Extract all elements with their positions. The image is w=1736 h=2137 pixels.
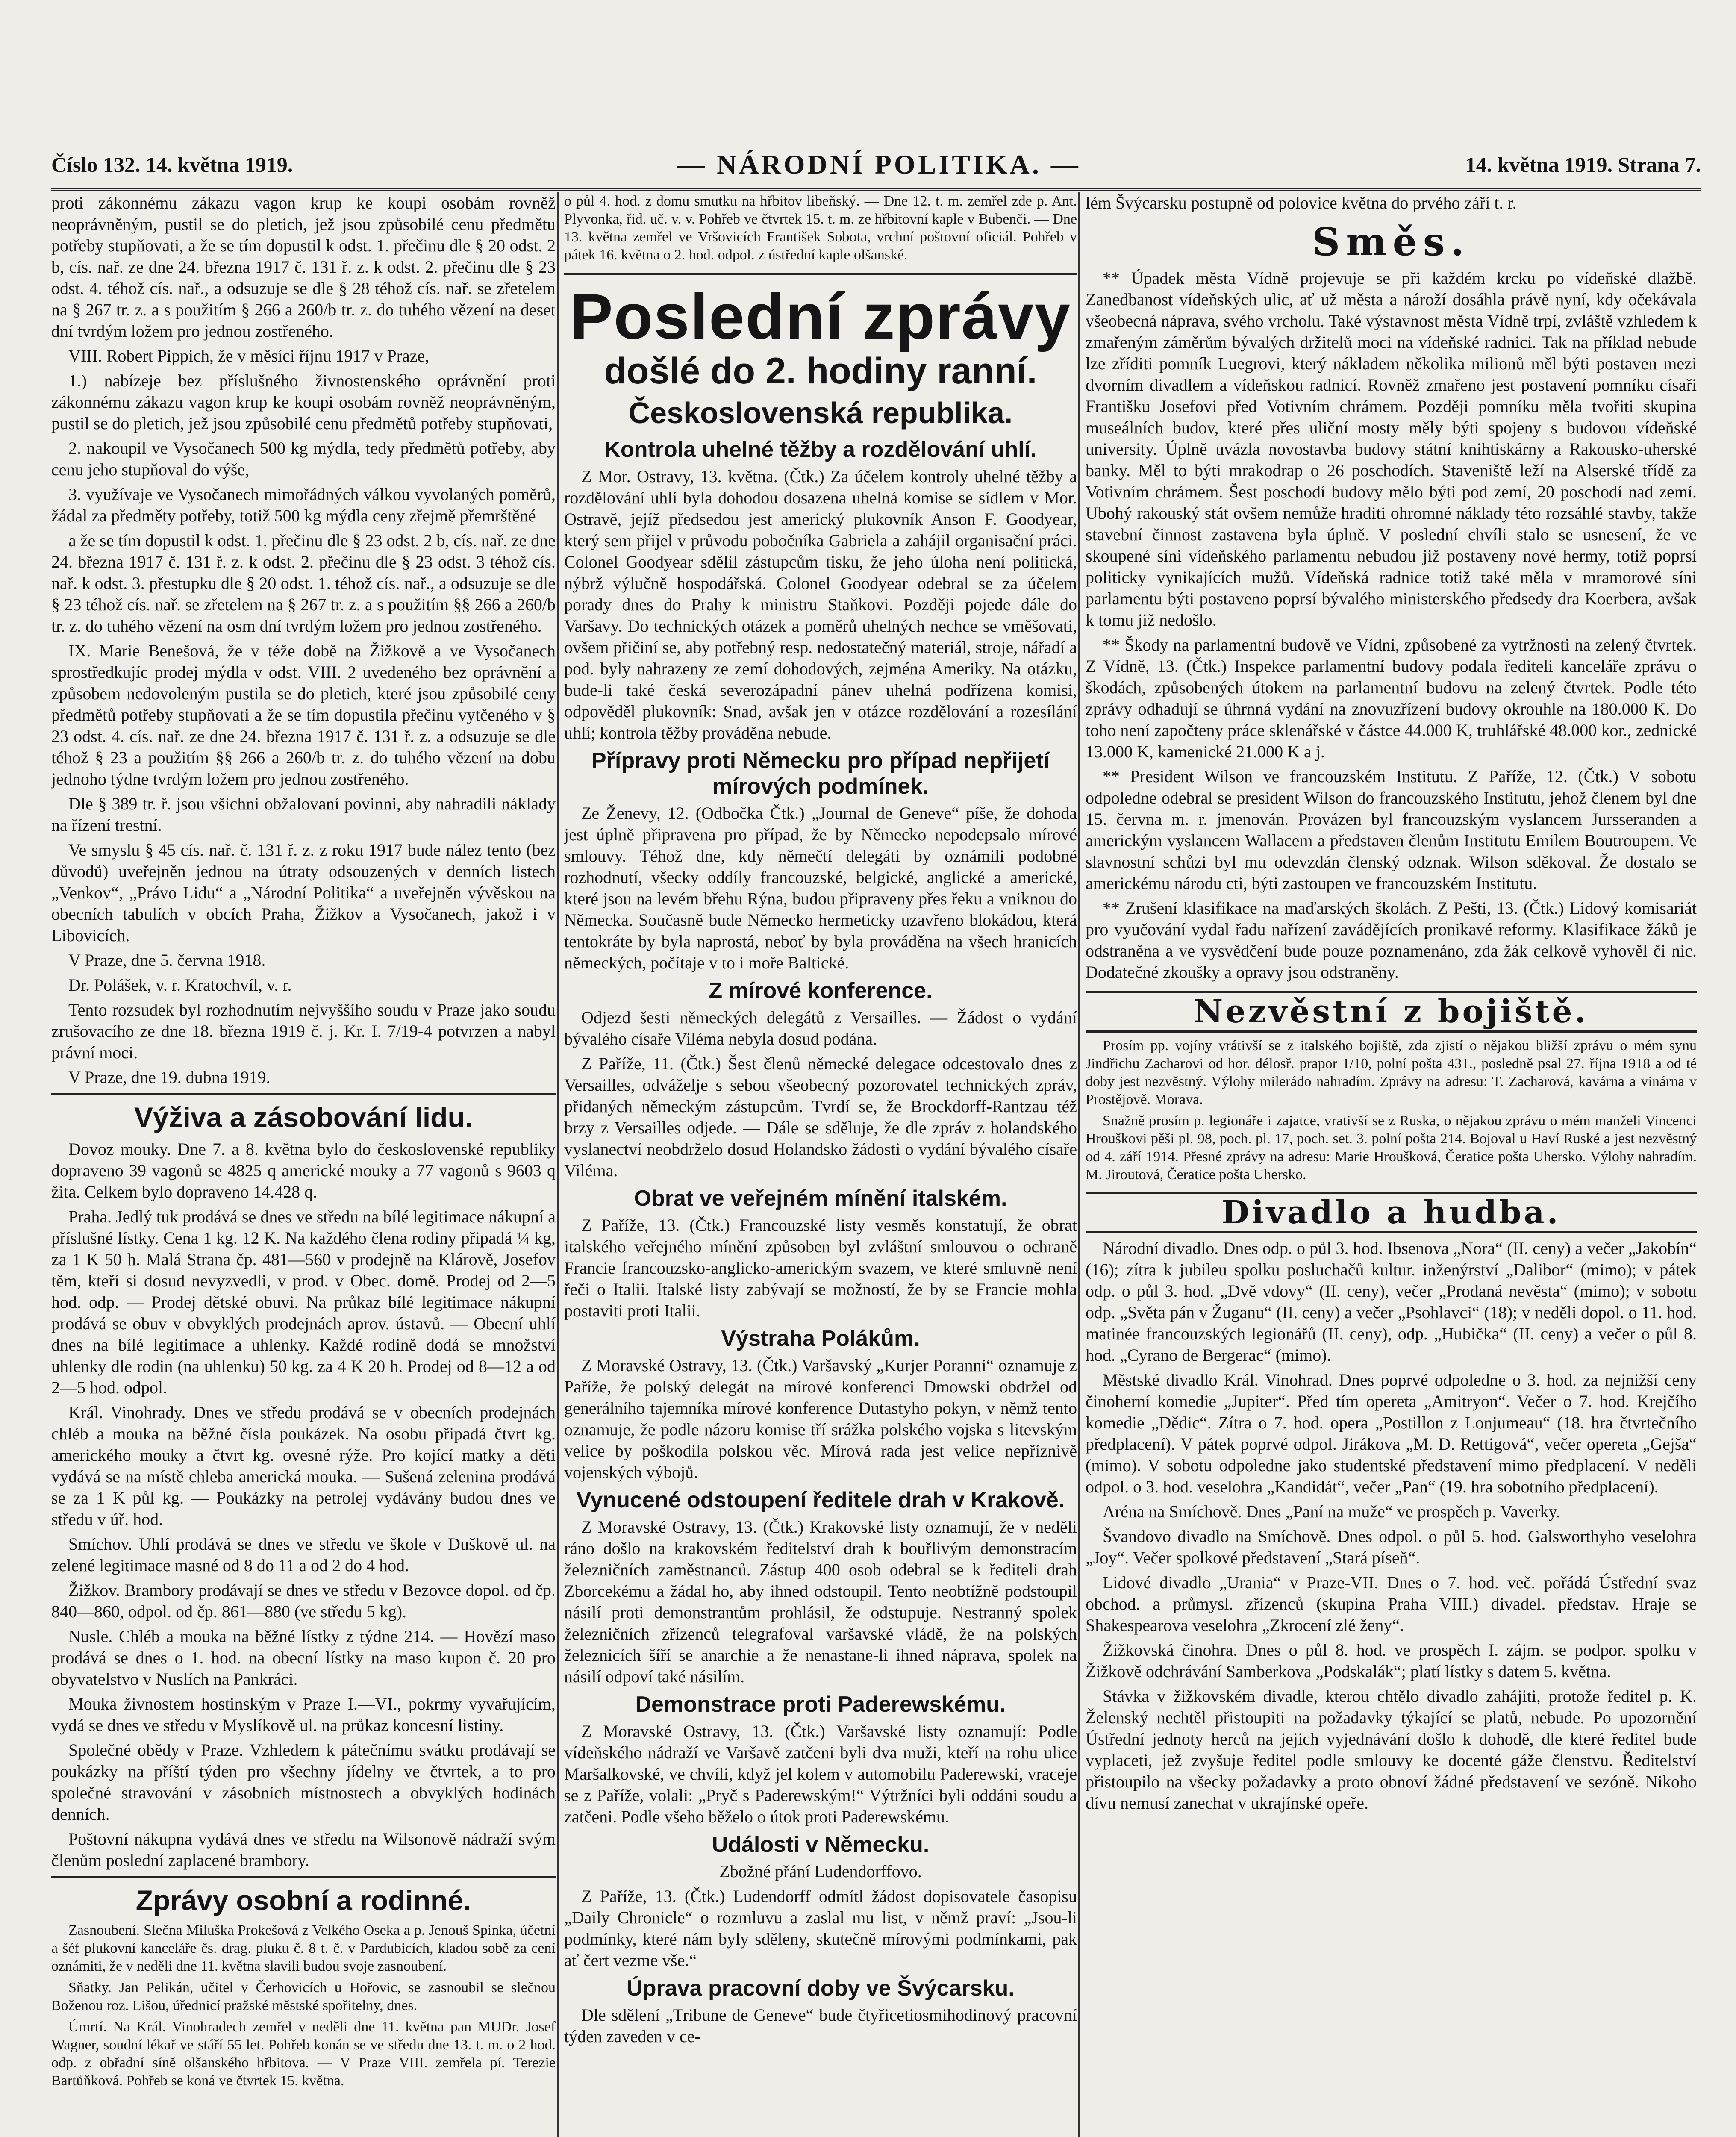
separator [51, 1876, 556, 1878]
headline-uprava: Úprava pracovní doby ve Švýcarsku. [627, 1976, 1015, 2001]
column-rule [557, 192, 559, 2137]
article-paragraph: Švandovo divadlo na Smíchově. Dnes odpol. o půl 5. hod. Galsworthyho veselohra „Joy“. Večer spolkové představení „Stará píseň“. [1086, 1527, 1697, 1567]
headline-kontrola: Kontrola uhelné těžby a rozdělování uhlí. [604, 437, 1037, 462]
article-paragraph: Dle sdělení „Tribune de Geneve“ bude čtyřicetiosmihodinový pracovní týden zaveden v ce- [564, 2005, 1077, 2046]
article-paragraph: Z Paříže, 11. (Čtk.) Šest členů německé delegace odcestovalo dnes z Versailles, odváželje s sebou všeobecný pozorovatel technických zpráv, přidaných německým zástupcům. Tvrdí se, že Brockdorff-Rantzau též brzy z Versailles odjede. — Dále se sděluje, že dle zpráv z holandského vyslanectví neobdrželo dosud Holandsko žádosti o vydání bývalého císaře Viléma. [564, 1054, 1077, 1180]
article-paragraph: Ve smyslu § 45 cís. nař. č. 131 ř. z. z roku 1917 bude nález tento (bez důvodů) uveřejněn jednou na útraty odsouzených v denních listech „Venkov“, „Právo Lidu“ a „Národní Politika“ a uveřejněn vývěskou na obecních tabulích v obcích Praha, Žižkov a Vysočanech, jakož i v Libovicích. [51, 840, 556, 945]
article-paragraph: ** Úpadek města Vídně projevuje se při každém krcku po vídeňské dlažbě. Zanedbanost vídeňských ulic, ať už města a nároží dosáhla právě nyní, kdy očekávala všeobecná náprava, svého vrcholu. Také výstavnost města Vídně trpí, zvláště vzhledem k zmařeným záměrům bývalých držitelů moci na vídeňské radnici. Tak na příklad nebude lze zříditi pomník Luegrovi, který nákladem několika milionů měl býti postaven mezi dvorním divadlem a vídeňskou radnicí. Rovněž zmařeno jest postavení pomníku císaři Františku Josefovi před Votivním chrámem. Později pomníku měla tvořiti skupina museálních budov, které přes uliční mosty měly býti spojeny s budovou vídeňské university. Úplně uvázla novostavba budovy státní knihtiskárny a Rakousko-uherské banky. Měl to býti mrakodrap o 26 poschodích. Staveniště leží na Alserské třídě za Votivním chrámem. Šest poschodí budovy mělo býti pod zemí, 20 poschodí nad zemí. Ubohý rakouský stát ovšem nemůže hraditi ohromné náklady této rozsáhlé stavby, takže stavební činnost zastavena byla úplně. V poslední chvíli stalo se usnesení, že ve skoupené síni vídeňského parlamentu nebudou již postaveny nové hermy, totiž poprsí politicky vynikajících mužů. Vídeňská radnice totiž také měla v mramorové síni parlamentu býti postaveno poprsí bývalého ministerského předsedy dra Koerbera, avšak k tomu již nedošlo. [1086, 268, 1697, 630]
article-paragraph: Z Paříže, 13. (Čtk.) Francouzské listy vesměs konstatují, že obrat italského veřejného mínění způsoben byl zvláštní smlouvou o ochraně Francie francouzsko-anglicko-americkým svazem, ve které smluvně není řeči o Italii. Italské listy zabývají se možností, že by se Francie mohla postaviti proti Italii. [564, 1216, 1077, 1320]
article-paragraph: 1.) nabízeje bez příslušného živnostenského oprávnění proti zákonnému zákazu vagon krup ke koupi osobám rovněž neoprávněným, pustil se do pletich, jež jsou způsobilé cenu předmětů potřeby stupňovati, [51, 371, 556, 433]
article-paragraph: Mouka živnostem hostinským v Praze I.—VI., pokrmy vyvařujícím, vydá se dnes ve středu v Myslíkově ul. na průkaz koncesní listiny. [51, 1694, 556, 1735]
section-title: Československá republika. [628, 396, 1013, 430]
headline-udalosti: Události v Německu. [712, 1832, 930, 1857]
article-paragraph: Snažně prosím p. legionáře i zajatce, vrativší se z Ruska, o nějakou zprávu o mém manželi Vincenci Hrouškovi pěši pl. 98, poch. pl. 17, poch. set. 3. polní pošta 214. Bojoval u Haví Ruské a jest nezvěstný od 4. září 1914. Přesné zprávy na adresu: Marie Hroušková, Čeratice pošta Uhersko. Výlohy nahradím. M. Jiroutová, Čeratice pošta Uhersko. [1086, 1113, 1697, 1183]
article-paragraph: IX. Marie Benešová, že v téže době na Žižkově a ve Vysočanech sprostředkujíc prodej mýdla v odst. VIII. 2 uvedeného bez oprávnění a způsobem nedovoleným pustila se do pletich, které jsou způsobilé ceny předmětů potřeby stupňovati a že se tím dopustila přečinu vytčeného v § 23 odst. 4. cís. nař. ze dne 24. března 1917 č. 131 ř. z. a odsuzuje se dle téhož § 23 a použitím §§ 266 a 260/b tr. z. do tuhého vězení na dobu jednoho týdne tvrdým ložem pro jednou zostřeného. [51, 641, 556, 789]
article-paragraph: Smíchov. Uhlí prodává se dnes ve středu ve škole v Duškově ul. na zelené legitimace masné od 8 do 11 a od 2 do 4 hod. [51, 1534, 556, 1575]
article-paragraph: Ze Ženevy, 12. (Odbočka Čtk.) „Journal de Geneve“ píše, že dohoda jest úplně připravena pro případ, že by Německo nepodepsalo mírové smlouvy. Téhož dne, kdy němečtí delegáti by oznámili podobné rozhodnutí, všecky oddíly francouzské, belgické, anglické a americké, které jsou na levém břehu Rýna, budou připraveny přes řeku a vniknou do Německa. Současně bude Německo hermeticky uzavřeno blokádou, která tentokráte by byla naprostá, neboť by byla prováděna na všech hranicích německých, počítaje v to i moře Baltické. [564, 804, 1077, 972]
latest-news-banner [564, 273, 1077, 430]
article-paragraph: Žižkov. Brambory prodávají se dnes ve středu v Bezovce dopol. od čp. 840—860, odpol. od čp. 861—880 (ve středu 5 kg). [51, 1581, 556, 1621]
column-1 [51, 192, 556, 2137]
banner-subtitle: došlé do 2. hodiny ranní. [604, 350, 1037, 391]
article-paragraph: Městské divadlo Král. Vinohrad. Dnes poprvé odpoledne o 3. hod. za nejnižší ceny činoherní komedie „Jupiter“. Před tím opereta „Amitryon“. Večer o 7. hod. Krejčího komedie „Dědic“. Zítra o 7. hod. opera „Postillon z Lonjumeau“ (18. hra čtvrtečního předplacení). V pátek poprvé odpol. Jirákova „M. D. Rettigová“, večer opereta „Gejša“ (mimo). V sobotu odpoledne jako studentské představení mimo předplacení. V neděli odpol. o 3. hod. veselohra „Kandidát“, večer „Pan“ (19. hra sobotního předplacení). [1086, 1370, 1697, 1496]
column-2 [564, 192, 1077, 2137]
article-paragraph: Poštovní nákupna vydává dnes ve středu na Wilsonově nádraží svým členům poslední zaplacené brambory. [51, 1829, 556, 1870]
page-header [51, 141, 1701, 191]
article-paragraph: a že se tím dopustil k odst. 1. přečinu dle § 23 odst. 2 b, cís. nař. ze dne 24. března 1917 č. 131 ř. z. k odst. 2. přečinu dle § 23 odst. 3 téhož cís. nař. k odst. 3. přestupku dle § 20 odst. 1. téhož cís. nař., a odsuzuje se dle § 23 téhož cís. nař. se zřetelem na § 267 tr. z. a s použitím §§ 266 a 260/b tr. z. do tuhého vězení na osm dní tvrdým ložem pro jednou zostřeného. [51, 531, 556, 636]
article-paragraph: Žižkovská činohra. Dnes o půl 8. hod. ve prospěch I. zájm. se podpor. spolku v Žižkově odchrávání Samberkova „Podskalák“; platí lístky s datem 5. května. [1086, 1640, 1697, 1681]
article-paragraph: Společné obědy v Praze. Vzhledem k pátečnímu svátku prodávají se poukázky na příští týden pro všechny jídelny ve čtvrtek, a to pro společné stravování v zásobních místnostech a obvyklých hodinách denních. [51, 1740, 556, 1824]
article-paragraph: Dovoz mouky. Dne 7. a 8. května bylo do československé republiky dopraveno 39 vagonů se 4825 q americké mouky a 77 vagonů s 9603 q žita. Celkem bylo dopraveno 14.428 q. [51, 1139, 556, 1201]
header-issue: Číslo 132. 14. května 1919. [51, 153, 293, 177]
section-divadlo: Divadlo a hudba. [1086, 1192, 1697, 1233]
article-paragraph: 2. nakoupil ve Vysočanech 500 kg mýdla, tedy předmětů potřeby, aby cenu jeho stupňoval do výše, [51, 439, 556, 479]
section-smes: Směs. [1312, 219, 1470, 265]
article-paragraph: Prosím pp. vojíny vrátivší se z italského bojiště, zda zjistí o nějakou bližší zprávu o mém synu Jindřichu Zacharovi od hor. délosř. prapor 1/10, polní pošta 431., posledně psal 27. října 1918 a od té doby jest nezvěstný. Výlohy milerádo nahradím. Zprávy na adresu: T. Zacharová, kavárna a vinárna v Prostějově. Morava. [1086, 1038, 1697, 1107]
article-paragraph: Lidové divadlo „Urania“ v Praze-VII. Dnes o 7. hod. več. pořádá Ústřední svaz obchod. a průmysl. zřízenců (skupina Praha VIII.) divadel. představ. Hraje se Shakespearova veselohra „Zkrocení zlé ženy“. [1086, 1573, 1697, 1635]
headline-vystraha: Výstraha Polákům. [721, 1326, 920, 1351]
article-paragraph: Tento rozsudek byl rozhodnutím nejvyššího soudu v Praze jako soudu zrušovacího ze dne 18. března 1919 č. j. Kr. I. 7/19-4 potvrzen a nabyl právní moci. [51, 1000, 556, 1062]
article-paragraph: ** President Wilson ve francouzském Institutu. Z Paříže, 12. (Čtk.) V sobotu odpoledne odebral se president Wilson do francouzského Institutu, jehož členem byl dne 15. června m. r. jmenován. Provázen byl francouzským vyslancem Jursseranden a americkým vyslancem Wallacem a představen členům Institutu Emilem Boutroupem. Ve slavnostní schůzi byl mu odevzdán členský odznak. Wilson sděkoval. Že dostalo se americkému národu cti, býti zastoupen ve francouzském Institutu. [1086, 767, 1697, 893]
article-paragraph: Praha. Jedlý tuk prodává se dnes ve středu na bílé legitimace nákupní a příslušné lístky. Cena 1 kg. 12 K. Na každého člena rodiny připadá ¼ kg, za 1 K 50 h. Malá Strana čp. 481—560 v prodejně na Klárově, Josefov těm, kteří si dosud nevyzvedli, v prod. v Obec. domě. Prodej od 2—5 hod. odp. — Prodej dětské obuvi. Na průkaz bílé legitimace nákupní prodává se obuv v obvyklých prodejnách aprov. ústavů. — Obecní uhlí dnes na bílé legitimace a uhlenky. Každé rodině dodá se množství uhlenky dle rodin (na uhlenku) 50 kg. za 4 K 20 h. Prodej od 8—12 a od 2—5 hod. odpol. [51, 1207, 556, 1397]
article-paragraph: Zasnoubení. Slečna Miluška Prokešová z Velkého Oseka a p. Jenouš Spinka, účetní a šéf plukovní kanceláře čs. drag. pluku č. 8 t. č. v Pardubicích, kladou sobě za cení oznámiti, že v neděli dne 11. května slavili budou svoje zasnoubení. [51, 1922, 556, 1974]
article-paragraph: Nusle. Chléb a mouka na běžné lístky z týdne 214. — Hovězí maso prodává se dnes o 1. hod. na obecní lístky na maso kupon č. 20 pro obyvatelstvo v Nuslích na Pankráci. [51, 1627, 556, 1689]
headline-pripravy: Přípravy proti Německu pro případ nepřijetí mírových podmínek. [591, 748, 1050, 799]
article-paragraph: Z Moravské Ostravy, 13. (Čtk.) Krakovské listy oznamují, že v neděli ráno došlo na krakovském ředitelství drah k bouřlivým demonstracím železničních zaměstnanců. Zástup 400 osob odebral se k řediteli drah Zborcekému a žádal ho, aby ihned odstoupil. Tento neobtížně podstoupil násilí proti demonstrantům prohlásil, že odstupuje. Nestranný spolek železničních zřízenců telegrafoval varšavské vládě, že na polských železnicích šíří se anarchie a že nenastane-li ihned náprava, spolek na násilí odpoví také násilím. [564, 1517, 1077, 1686]
headline-vyziva: Výživa a zásobování lidu. [134, 1101, 473, 1133]
headline-mirove-konference: Z mírové konference. [709, 978, 933, 1003]
article-paragraph: Odjezd šesti německých delegátů z Versailles. — Žádost o vydání bývalého císaře Viléma nebyla dosud podána. [564, 1008, 1077, 1048]
article-paragraph: Král. Vinohrady. Dnes ve středu prodává se v obecních prodejnách chléb a mouka na běžné čísla poukázek. Na osobu připadá čtvrt kg. amerického mouky a čtvrt kg. ovesné rýže. Pro kojící matky a děti vydává se na místě chleba americká mouka. — Sušená zelenina prodává se za 1 K půl kg. — Poukázky na petrolej vydávány budou dnes ve středu v úř. hod. [51, 1403, 556, 1529]
separator [51, 1093, 556, 1095]
article-paragraph: Z Mor. Ostravy, 13. května. (Čtk.) Za účelem kontroly uhelné těžby a rozdělování uhlí byla dohodou dosazena uhelná komise se sídlem v Mor. Ostravě, jejíž předsedou jest americký plukovník Anson F. Goodyear, který sem přijel v průvodu pobočníka Gabriela a zahájil organisační práci. Colonel Goodyear sdělil zástupcům tisku, že jeho úloha není politická, nýbrž výlučně hospodářská. Colonel Goodyear odebral se za účelem porady dnes do Prahy k ministru Staňkovi. Později pojede dále do Varšavy. Do technických otázek a poměrů uhelných nechce se vměšovati, ovšem přičiní se, aby potřebný resp. nedostatečný materiál, stroje, nářadí a pod. byly nahrazeny ze zemí dohodových, zejména Ameriky. Na otázku, bude-li také česká severozápadní pánev uhelná podřízena komisi, odpověděl plukovník: Snad, avšak jen v otázce rozdělování a rozesílání uhlí; kontrola těžby prováděna nebude. [564, 467, 1077, 742]
article-paragraph: lém Švýcarsku postupně od polovice května do prvého září t. r. [1086, 193, 1517, 212]
article-paragraph: Národní divadlo. Dnes odp. o půl 3. hod. Ibsenova „Nora“ (II. ceny) a večer „Jakobín“ (16); zítra k jubileu spolku posluchačů kultur. inženýrství „Dalibor“ (mimo); v pátek odp. o půl 3. hod. „Dvě vdovy“ (II. ceny), večer „Prodaná nevěsta“ (mimo); v sobotu odp. „Světa pán v Žuganu“ (II. ceny) a večer „Psohlavci“ (18); v neděli dopol. o 11. hod. matinée francouzských legionářů (II. ceny), odp. „Hubička“ (II. ceny) a večer o půl 8. hod. „Cyrano de Bergerac“ (mimo). [1086, 1239, 1697, 1365]
article-paragraph: VIII. Robert Pippich, že v měsíci říjnu 1917 v Praze, [68, 346, 430, 365]
article-paragraph: V Praze, dne 5. června 1918. [68, 951, 266, 970]
article-paragraph: Dr. Polášek, v. r. Kratochvíl, v. r. [68, 975, 292, 995]
article-paragraph: Dle § 389 tr. ř. jsou všichni obžalovaní povinni, aby nahradili náklady na řízení trestní. [51, 794, 556, 835]
subheadline: Zbožné přání Ludendorffovo. [719, 1862, 922, 1881]
headline-obrat: Obrat ve veřejném mínění italském. [634, 1186, 1007, 1211]
headline-zpravy-osobni: Zprávy osobní a rodinné. [135, 1884, 471, 1916]
article-paragraph: Z Paříže, 13. (Čtk.) Ludendorff odmítl žádost dopisovatele časopisu „Daily Chronicle“ o rozmluvu a zaslal mu list, v němž praví: „Jsou-li podmínky, které nám byly sděleny, skutečně mírovými podmínkami, pak ať čert vezme vše.“ [564, 1887, 1077, 1970]
article-paragraph: Stávka v žižkovském divadle, kterou chtělo divadlo zahájiti, protože ředitel p. K. Želenský nechtěl přistoupiti na požadavky týkající se platů, nebude. Po upozornění Ústřední jednoty herců na jejich vyjednávání došlo k dohodě, dle které ředitel bude vyplaceti, jež zvyšuje ředitel podle smlouvy ke docenté gáže členstvu. Ředitelství přistoupilo na všecky požadavky a proto obnoví žádné představení ve sezóně. Nikoho dívu nemusí zanechat v ukrajínské opeře. [1086, 1687, 1697, 1813]
article-paragraph: ** Zrušení klasifikace na maďarských školách. Z Pešti, 13. (Čtk.) Lidový komisariát pro vyučování vydal řadu nařízení zavádějících pronikavé reformy. Klasifikace žáků je odstraněna a ve vysvědčení bude pouze poznamenáno, zda žák celkově vyhověl či nic. Dodatečné zkoušky a opravy jsou odstraněny. [1086, 898, 1697, 982]
article-paragraph: V Praze, dne 19. dubna 1919. [68, 1068, 271, 1087]
column-rule [1078, 192, 1080, 2137]
headline-vynucene: Vynucené odstoupení ředitele drah v Krakově. [576, 1488, 1065, 1513]
article-paragraph: 3. využívaje ve Vysočanech mimořádných válkou vyvolaných poměrů, žádal za předměty potřeby, totiž 500 kg mýdla ceny zřejmě přemrštěné [51, 485, 556, 525]
article-paragraph: proti zákonnému zákazu vagon krup ke koupi osobám rovněž neoprávněným, pustil se do pletich, jež jsou způsobilé cenu předmětu potřeby stupňovati, a že se tím dopustil k odst. 1. přečinu dle § 20 odst. 2 b, cís. nař. ze dne 24. března 1917 č. 131 ř. z. k odst. 2. přečinu dle § 23 odst. 4. téhož cís. nař., a odsuzuje se dle § 28 téhož cís. nař. se zřetelem na § 267 tr. z. a s použitím § 266 a 260/b tr. z. do tuhého vězení na deset dní tvrdým ložem pro jednou zostřeného. [51, 193, 556, 341]
article-paragraph: Sňatky. Jan Pelikán, učitel v Čerhovicích u Hořovic, se zasnoubil se slečnou Boženou roz. Lišou, úřednicí pražské městské spořitelny, dnes. [51, 1980, 556, 2013]
banner-title: Poslední zprávy [570, 280, 1071, 352]
headline-demonstrace: Demonstrace proti Paderewskému. [635, 1692, 1006, 1717]
column-3 [1086, 192, 1697, 2137]
section-nezvestni: Nezvěstní z bojiště. [1086, 991, 1697, 1033]
newspaper-title: — NÁRODNÍ POLITIKA. — [677, 149, 1081, 180]
article-paragraph: Úmrtí. Na Král. Vinohradech zemřel v neděli dne 11. května pan MUDr. Josef Wagner, soudní lékař ve stáří 55 let. Pohřeb konán se ve středu dne 13. t. m. o 2 hod. odp. z obřadní síně olšanského hřbitova. — V Praze VIII. zemřela pí. Terezie Bartůňková. Pohřeb se koná ve čtvrtek 15. května. [51, 2019, 556, 2089]
header-date-page: 14. května 1919. Strana 7. [1465, 153, 1701, 177]
article-paragraph: Aréna na Smíchově. Dnes „Paní na muže“ ve prospěch p. Vaverky. [1103, 1502, 1560, 1521]
article-paragraph: ** Škody na parlamentní budově ve Vídni, způsobené za vytržnosti na zelený čtvrtek. Z Vídně, 13. (Čtk.) Inspekce parlamentní budovy podala řediteli kanceláře zprávu o škodách, způsobených útokem na parlamentní budovu na zelený čtvrtek. Podle této zprávy odhadují se úhrnná vydání na znovuzřízení budovy okrouhle na 180.000 K. Do toho není započteny práce sklenářské v částce 44.000 K, truhlářské 48.000 kor., zednické 13.000 K, kamenické 21.000 K a j. [1086, 635, 1697, 761]
article-paragraph: Z Moravské Ostravy, 13. (Čtk.) Varšavský „Kurjer Poranni“ oznamuje z Paříže, že polský delegát na mírové konferenci Dmowski obdržel od generálního tajemníka mírové konference Dutastyho pokyn, v němž tento oznamuje, že podle názoru komise tří srážka polského vojska s litevským velice by poškodila polskou věc. Mírová rada jest velice nepříznivě vojenských výbojů. [564, 1356, 1077, 1482]
article-paragraph: o půl 4. hod. z domu smutku na hřbitov libeňský. — Dne 12. t. m. zemřel zde p. Ant. Plyvonka, řid. uč. v. v. Pohřeb ve čtvrtek 15. t. m. ze hřbitovní kaple v Bubenči. — Dne 13. května zemřel ve Vršovicích František Sobota, vrchní poštovní oficiál. Pohřeb v pátek 16. května o 2. hod. odpol. z ústřední kaple olšanské. [564, 193, 1077, 263]
article-paragraph: Z Moravské Ostravy, 13. (Čtk.) Varšavské listy oznamují: Podle vídeňského nádraží ve Varšavě zatčeni byli dva muži, kteří na rohu ulice Maršalkovské, ve chvíli, když jel kolem v automobilu Paderewski, vraceje se z Paříže, volali: „Pryč s Paderewským!“ Výtržníci byli oddáni soudu a zatčeni. Podle všeho běželo o útok proti Paderewskému. [564, 1722, 1077, 1826]
